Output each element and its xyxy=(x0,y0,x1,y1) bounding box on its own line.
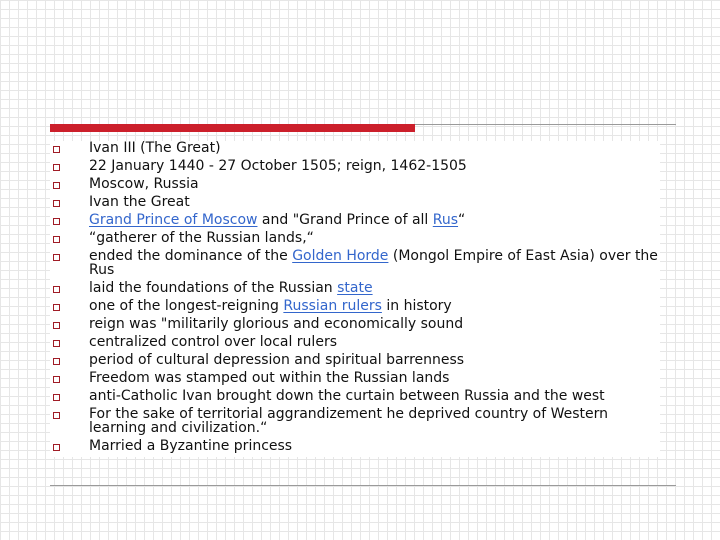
bullet-text: Married a Byzantine princess xyxy=(89,438,293,454)
square-bullet-icon xyxy=(53,340,60,347)
list-item xyxy=(50,249,660,277)
bullet-text: “ xyxy=(458,212,466,228)
bullet-text: laid the foundations of the Russian xyxy=(89,280,338,296)
bullet-text: centralized control over local rulers xyxy=(89,334,337,350)
square-bullet-icon xyxy=(53,164,60,171)
list-item xyxy=(50,213,660,227)
square-bullet-icon xyxy=(53,254,60,261)
square-bullet-icon xyxy=(53,412,60,419)
list-item xyxy=(50,177,660,191)
square-bullet-icon xyxy=(53,236,60,243)
list-item xyxy=(50,195,660,209)
bottom-divider xyxy=(50,485,676,486)
list-item xyxy=(50,407,660,435)
bullet-text: and "Grand Prince of all xyxy=(257,212,433,228)
hyperlink[interactable]: Grand Prince of Moscow xyxy=(89,212,258,228)
list-item xyxy=(50,317,660,331)
list-item xyxy=(50,159,660,173)
list-item xyxy=(50,353,660,367)
bullet-text: “gatherer of the Russian lands,“ xyxy=(89,230,314,246)
hyperlink[interactable]: Rus xyxy=(432,212,459,228)
hyperlink[interactable]: Russian rulers xyxy=(283,298,382,314)
bullet-text: Ivan the Great xyxy=(89,194,190,210)
bullet-list xyxy=(50,141,660,453)
bullet-text: Freedom was stamped out within the Russian lands xyxy=(89,370,450,386)
hyperlink[interactable]: Golden Horde xyxy=(292,248,389,264)
bullet-text: ended the dominance of the xyxy=(89,248,293,264)
bullet-text: Moscow, Russia xyxy=(89,176,199,192)
square-bullet-icon xyxy=(53,394,60,401)
bullet-text: in history xyxy=(381,298,452,314)
bullet-text: For the sake of territorial aggrandizement he deprived country of Western learning and civilization.“ xyxy=(89,406,609,436)
bullet-text: reign was "militarily glorious and economically sound xyxy=(89,316,464,332)
bullet-text: Ivan III (The Great) xyxy=(89,140,221,156)
hyperlink[interactable]: state xyxy=(337,280,373,296)
bullet-text: period of cultural depression and spiritual barrenness xyxy=(89,352,465,368)
square-bullet-icon xyxy=(53,376,60,383)
square-bullet-icon xyxy=(53,286,60,293)
content-area xyxy=(50,141,660,457)
bullet-text: one of the longest-reigning xyxy=(89,298,284,314)
list-item xyxy=(50,141,660,155)
square-bullet-icon xyxy=(53,146,60,153)
bullet-text: 22 January 1440 - 27 October 1505; reign, 1462-1505 xyxy=(89,158,467,174)
square-bullet-icon xyxy=(53,304,60,311)
list-item xyxy=(50,335,660,349)
square-bullet-icon xyxy=(53,322,60,329)
list-item xyxy=(50,439,660,453)
square-bullet-icon xyxy=(53,200,60,207)
title-accent-bar xyxy=(50,124,415,132)
square-bullet-icon xyxy=(53,182,60,189)
list-item xyxy=(50,281,660,295)
list-item xyxy=(50,389,660,403)
list-item xyxy=(50,231,660,245)
square-bullet-icon xyxy=(53,358,60,365)
bullet-text: anti-Catholic Ivan brought down the curtain between Russia and the west xyxy=(89,388,605,404)
list-item xyxy=(50,371,660,385)
square-bullet-icon xyxy=(53,218,60,225)
bullet-text: (Mongol Empire of East Asia) over the Rus xyxy=(89,248,658,278)
square-bullet-icon xyxy=(53,444,60,451)
list-item xyxy=(50,299,660,313)
